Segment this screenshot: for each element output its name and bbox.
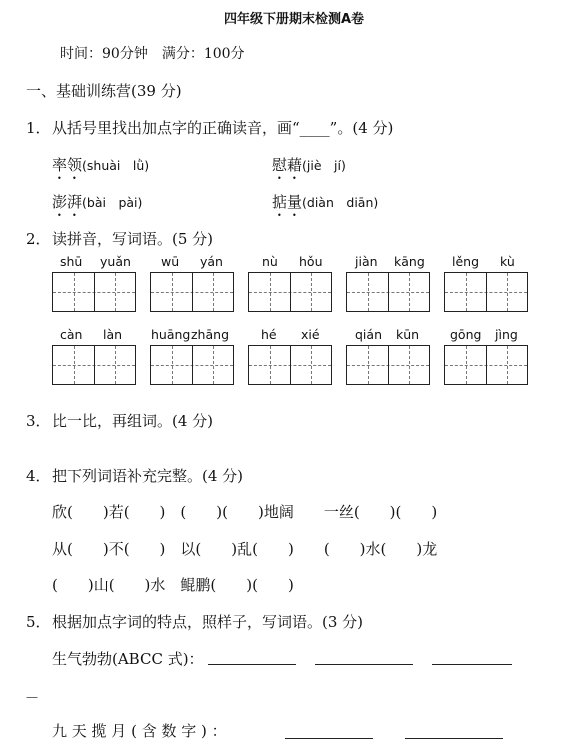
pinyin-label: hǒu <box>299 254 323 269</box>
writing-box[interactable] <box>444 272 528 312</box>
writing-box[interactable] <box>150 272 234 312</box>
pinyin-label: làn <box>103 327 123 342</box>
q1-item-1 <box>52 154 149 183</box>
stray-dash: — <box>26 690 38 704</box>
pinyin-label: nù <box>262 254 278 269</box>
time-info: 时间：90分钟 满分：100分 <box>60 46 245 62</box>
q5-number: 5． <box>26 613 51 631</box>
pinyin-label: yuǎn <box>100 254 131 269</box>
pinyin-label: jiàn <box>355 254 378 269</box>
pinyin-label: gōng <box>450 327 482 342</box>
q4-line-2: 从( )不( ) 以( )乱( ) ( )水( )龙 <box>52 540 438 558</box>
q1-item-2 <box>272 154 346 183</box>
q5-example-1-label: 生气勃勃(ABCC 式)： <box>52 650 204 668</box>
pinyin-label: xié <box>301 327 320 342</box>
writing-box[interactable] <box>444 345 528 385</box>
q1-word-4: 掂量 <box>272 193 303 211</box>
pinyin-label: hé <box>261 327 277 342</box>
pinyin-label: lěng <box>452 254 480 269</box>
q4-line-1: 欣( )若( ) ( )( )地阔 一丝( )( ) <box>52 503 438 521</box>
pinyin-label: zhāng <box>191 327 230 342</box>
pinyin-label: kāng <box>394 254 425 269</box>
writing-box[interactable] <box>52 345 136 385</box>
writing-box[interactable] <box>248 272 332 312</box>
answer-line[interactable] <box>285 738 373 739</box>
answer-line[interactable] <box>405 738 503 739</box>
q1-text: 从括号里找出加点字的正确读音，画“____”。(4 分) <box>52 119 394 137</box>
writing-box[interactable] <box>150 345 234 385</box>
q5-text: 根据加点字词的特点，照样子，写词语。(3 分) <box>52 613 364 631</box>
q1-pinyin-3: (bài pài) <box>82 195 143 210</box>
q3-number: 3． <box>26 412 51 430</box>
writing-box[interactable] <box>248 345 332 385</box>
q2-text: 读拼音，写词语。(5 分) <box>52 230 214 248</box>
writing-box[interactable] <box>346 272 430 312</box>
q3-text: 比一比，再组词。(4 分) <box>52 412 214 430</box>
q1-number: 1． <box>26 119 51 137</box>
answer-line[interactable] <box>432 664 512 665</box>
q1-word-1: 率领 <box>52 156 83 174</box>
writing-box[interactable] <box>52 272 136 312</box>
pinyin-label: wū <box>161 254 180 269</box>
pinyin-label: càn <box>60 327 83 342</box>
pinyin-label: jìng <box>495 327 518 342</box>
pinyin-label: kūn <box>396 327 420 342</box>
answer-line[interactable] <box>315 664 413 665</box>
section-heading: 一、基础训练营(39 分) <box>26 82 182 100</box>
q1-word-2: 慰藉 <box>272 156 303 174</box>
q1-pinyin-1: (shuài lǜ) <box>82 158 150 173</box>
q1-pinyin-2: (jiè jí) <box>302 158 346 173</box>
pinyin-label: shū <box>60 254 83 269</box>
q5-example-2 <box>52 720 227 741</box>
writing-box[interactable] <box>346 345 430 385</box>
answer-line[interactable] <box>208 664 296 665</box>
q1-word-3: 澎湃 <box>52 193 83 211</box>
q4-line-3: ( )山( )水 鲲鹏( )( ) <box>52 576 294 594</box>
pinyin-label: yán <box>200 254 223 269</box>
q4-number: 4． <box>26 467 51 485</box>
q4-text: 把下列词语补充完整。(4 分) <box>52 467 244 485</box>
pinyin-label: huāng <box>151 327 191 342</box>
q2-number: 2． <box>26 230 51 248</box>
q1-item-4 <box>272 191 378 220</box>
q5-example-2-label: 九 天 揽 月 ( 含 数 字 ) ： <box>52 722 227 740</box>
pinyin-label: qián <box>355 327 382 342</box>
q5-example-1 <box>52 648 204 669</box>
q1-pinyin-4: (diàn diān) <box>302 195 379 210</box>
pinyin-label: kù <box>500 254 515 269</box>
exam-title: 四年级下册期末检测A卷 <box>223 12 365 27</box>
q1-item-3 <box>52 191 142 220</box>
